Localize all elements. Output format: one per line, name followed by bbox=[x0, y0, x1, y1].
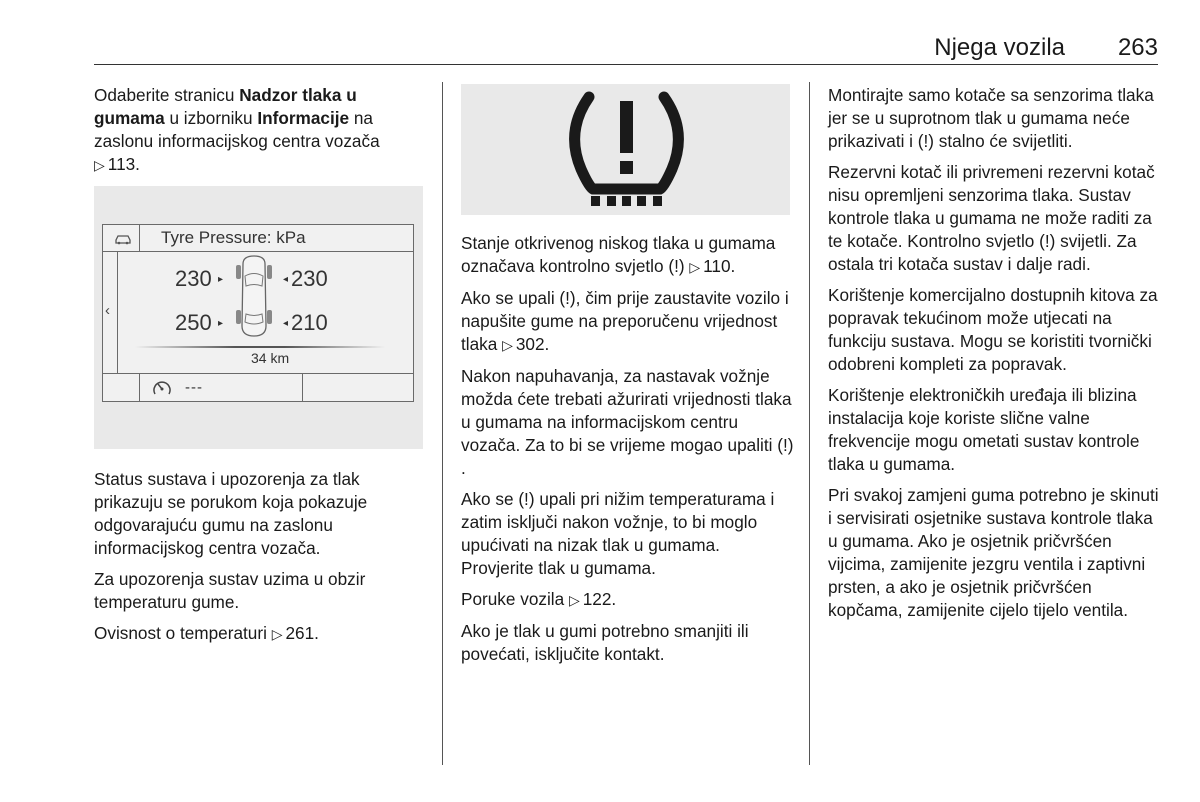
display-screenshot-figure bbox=[94, 186, 423, 449]
tyre-pressure-front-right: 230 bbox=[291, 266, 328, 291]
tpms-warning-icon: (!) bbox=[518, 489, 535, 509]
page-number: 263 bbox=[1117, 34, 1158, 61]
column-divider bbox=[442, 82, 443, 765]
paragraph: Rezervni kotač ili privremeni rezervni kotač nisu opremljeni senzorima tlaka. Sustav kontrole tlaka u gumama ne može raditi za te kotače. Kontrolno svjetlo (!) svijetli. Za ostala tri kotača sustav i dalje radi. bbox=[828, 162, 1155, 274]
tpms-warning-icon: (!) bbox=[1039, 231, 1056, 251]
page-reference: 261. bbox=[285, 623, 319, 643]
header-rule bbox=[94, 64, 1158, 65]
range-icon bbox=[151, 378, 173, 403]
paragraph: Stanje otkrivenog niskog tlaka u gumama označava kontrolno svjetlo (!) ▷ 110. bbox=[461, 232, 796, 279]
tpms-warning-icon: (!) bbox=[559, 288, 576, 308]
display-body bbox=[103, 252, 413, 373]
column-1-lower bbox=[94, 468, 429, 654]
tyre-pressure-front-left: 230 bbox=[175, 266, 212, 291]
page-reference: 302. bbox=[515, 334, 550, 354]
reference-arrow-icon: ▷ bbox=[271, 626, 283, 642]
reference-arrow-icon: ▷ bbox=[689, 259, 701, 275]
paragraph: Ako je tlak u gumi potrebno smanjiti ili povećati, isključite kontakt. bbox=[461, 621, 749, 664]
paragraph: Korištenje komercijalno dostupnih kitova za popravak tekućinom može utjecati na funkciju sustava. Mogu se koristiti tvornički odobreni kompleti za popravak. bbox=[828, 285, 1158, 374]
reference-arrow-icon: ▷ bbox=[568, 592, 580, 608]
display-title: Tyre Pressure: kPa bbox=[161, 228, 306, 247]
menu-page-name: Nadzor tlaka u gumama bbox=[94, 85, 357, 128]
tpms-warning-icon: (!) bbox=[917, 131, 935, 151]
tyre-pressure-warning-icon bbox=[559, 89, 694, 216]
paragraph: Za upozorenja sustav uzima u obzir temperaturu gume. bbox=[94, 569, 366, 612]
page-header-title: Njega vozila bbox=[934, 34, 1065, 61]
warning-light-figure bbox=[461, 84, 790, 215]
tyre-indicator-icon: ◂ bbox=[283, 274, 289, 285]
column-divider bbox=[809, 82, 810, 765]
display-header bbox=[103, 225, 413, 252]
tyre-indicator-icon: ▸ bbox=[218, 274, 224, 285]
car-icon bbox=[114, 232, 132, 250]
display-footer bbox=[103, 373, 413, 402]
range-value: --- bbox=[185, 379, 203, 396]
paragraph: Ako se (!) upali pri nižim temperaturama i zatim isključi nakon vožnje, to bi moglo upućivati na nizak tlak u gumama. Provjerite tlak u gumama. bbox=[461, 489, 775, 578]
paragraph: Status sustava i upozorenja za tlak prikazuju se porukom koja pokazuje odgovarajuću gumu na zaslonu informacijskog centra vozača. bbox=[94, 469, 368, 558]
column-3 bbox=[828, 84, 1163, 630]
tpms-warning-icon: (!) bbox=[777, 435, 794, 455]
tyre-indicator-icon: ▸ bbox=[218, 318, 224, 329]
tyre-pressure-rear-right: 210 bbox=[291, 310, 328, 335]
page-reference: 122. bbox=[582, 589, 617, 609]
intro-paragraph: Odaberite stranicu Nadzor tlaka u gumama u izborniku Informacije na zaslonu informacijskog centra vozača ▷ 113. bbox=[94, 84, 429, 177]
paragraph: Pri svakoj zamjeni guma potrebno je skinuti i servisirati osjetnike sustava kontrole tlaka u gumama. Ako je osjetnik pričvršćen vijcima, zamijenite jezgru ventila i zaptivni prsten, a ako je osjetnik pričvršćen kopčama, zamijenite cijelo tijelo ventila. bbox=[828, 485, 1159, 620]
paragraph: Montirajte samo kotače sa senzorima tlaka jer se u suprotnom tlak u gumama neće prikazivati i (!) stalno će svijetliti. bbox=[828, 85, 1154, 151]
car-top-view-icon bbox=[229, 254, 279, 343]
paragraph: Poruke vozila ▷ 122. bbox=[461, 588, 796, 612]
page-reference: 113. bbox=[107, 154, 140, 174]
tpms-warning-icon: (!) bbox=[668, 256, 685, 276]
paragraph: Ovisnost o temperaturi ▷ 261. bbox=[94, 622, 429, 646]
tyre-pressure-rear-left: 250 bbox=[175, 310, 212, 335]
page-reference: 110. bbox=[703, 256, 736, 276]
distance-bar bbox=[135, 346, 385, 348]
menu-name: Informacije bbox=[257, 108, 350, 128]
paragraph: Ako se upali (!), čim prije zaustavite vozilo i napušite gume na preporučenu vrijednost tlaka ▷ 302. bbox=[461, 287, 796, 357]
reference-arrow-icon: ▷ bbox=[94, 157, 105, 173]
column-2 bbox=[461, 232, 796, 674]
paragraph: Korištenje elektroničkih uređaja ili blizina instalacija koje koriste slične valne frekvencije mogu ometati sustav kontrole tlaka u gumama. bbox=[828, 385, 1140, 474]
column-1 bbox=[94, 84, 429, 185]
distance-value: 34 km bbox=[251, 350, 290, 366]
paragraph: Nakon napuhavanja, za nastavak vožnje možda ćete trebati ažurirati vrijednosti tlaka u gumama na informacijskom centru vozača. Za to bi se vrijeme mogao upaliti (!). bbox=[461, 366, 794, 478]
tyre-pressure-display bbox=[102, 224, 414, 402]
chevron-left-icon[interactable]: ‹ bbox=[105, 302, 110, 319]
reference-arrow-icon: ▷ bbox=[502, 337, 513, 353]
tyre-indicator-icon: ◂ bbox=[283, 318, 289, 329]
